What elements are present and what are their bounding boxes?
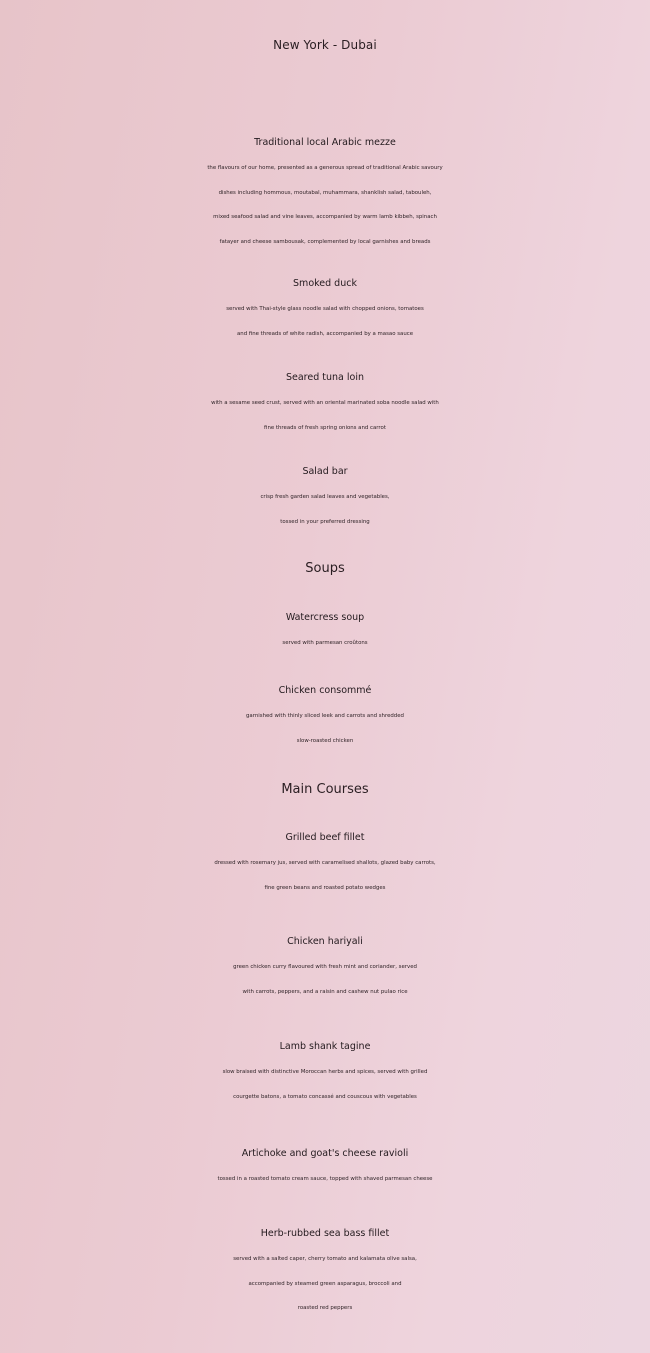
dish-lamb-shank [0,1035,650,1109]
description-line: mixed seafood salad and vine leaves, accompanied by warm lamb kibbeh, spinach [213,214,437,220]
dish-smoked-duck [0,272,650,346]
dish-description [0,631,650,656]
dish-description [0,1167,650,1192]
dish-description [0,955,650,1004]
description-line: dishes including hommous, moutabal, muhammara, shanklish salad, tabouleh, [218,189,432,196]
section-heading-main-courses: Main Courses [281,782,369,797]
dish-name: Grilled beef fillet [285,832,365,843]
description-line: fine green beans and roasted potato wedges [264,884,386,891]
description-line: roasted red peppers [297,1305,353,1311]
dish-name: Smoked duck [293,278,357,289]
dish-description [0,704,650,753]
description-line: accompanied by steamed green asparagus, broccoli and [248,1280,402,1287]
description-line: dressed with rosemary jus, served with caramelised shallots, glazed baby carrots, [214,860,436,866]
dish-chicken-hariyali [0,930,650,1004]
section-heading-soups: Soups [305,561,345,576]
dish-description [0,485,650,534]
dish-description [0,156,650,254]
dish-chicken-consomme [0,679,650,753]
dish-description [0,297,650,346]
dish-grilled-beef [0,826,650,900]
dish-name: Chicken hariyali [287,936,363,947]
dish-name: Salad bar [302,466,348,477]
description-line: green chicken curry flavoured with fresh mint and coriander, served [233,964,417,970]
dish-arabic-mezze [0,131,650,254]
description-line: the flavours of our home, presented as a generous spread of traditional Arabic savoury [207,165,443,171]
dish-description [0,391,650,440]
dish-name: Lamb shank tagine [279,1041,371,1052]
dish-name: Seared tuna loin [285,372,364,383]
description-line: served with parmesan croûtons [282,640,368,646]
description-line: with a sesame seed crust, served with an oriental marinated soba noodle salad with [211,400,439,406]
description-line: slow braised with distinctive Moroccan herbs and spices, served with grilled [222,1069,428,1075]
dish-name: Artichoke and goat's cheese ravioli [241,1148,409,1159]
dish-artichoke-ravioli [0,1142,650,1192]
dish-name: Watercress soup [285,612,365,623]
description-line: slow-roasted chicken [296,737,354,744]
dish-description [0,851,650,900]
description-line: garnished with thinly sliced leek and carrots and shredded [246,713,404,719]
dish-seared-tuna [0,366,650,440]
description-line: crisp fresh garden salad leaves and vegetables, [260,494,390,500]
description-line: tossed in a roasted tomato cream sauce, topped with shaved parmesan cheese [217,1176,433,1182]
description-line: courgette batons, a tomato concassé and couscous with vegetables [233,1093,417,1100]
description-line: and fine threads of white radish, accompanied by a masao sauce [236,330,414,337]
route-title: New York - Dubai [273,38,377,52]
description-line: tossed in your preferred dressing [280,518,370,525]
dish-salad-bar [0,460,650,534]
dish-description [0,1247,650,1321]
description-line: with carrots, peppers, and a raisin and cashew nut pulao rice [242,988,408,995]
dish-sea-bass [0,1222,650,1321]
dish-name: Traditional local Arabic mezze [254,137,396,148]
description-line: fatayer and cheese sambousak, complemented by local garnishes and breads [219,238,431,245]
dish-name: Herb-rubbed sea bass fillet [260,1228,390,1239]
description-line: served with a salted caper, cherry tomato and kalamata olive salsa, [233,1256,417,1262]
dish-name: Chicken consommé [278,685,372,696]
description-line: fine threads of fresh spring onions and carrot [264,424,386,431]
description-line: served with Thai-style glass noodle salad with chopped onions, tomatoes [226,306,424,312]
dish-watercress-soup [0,606,650,656]
dish-description [0,1060,650,1109]
